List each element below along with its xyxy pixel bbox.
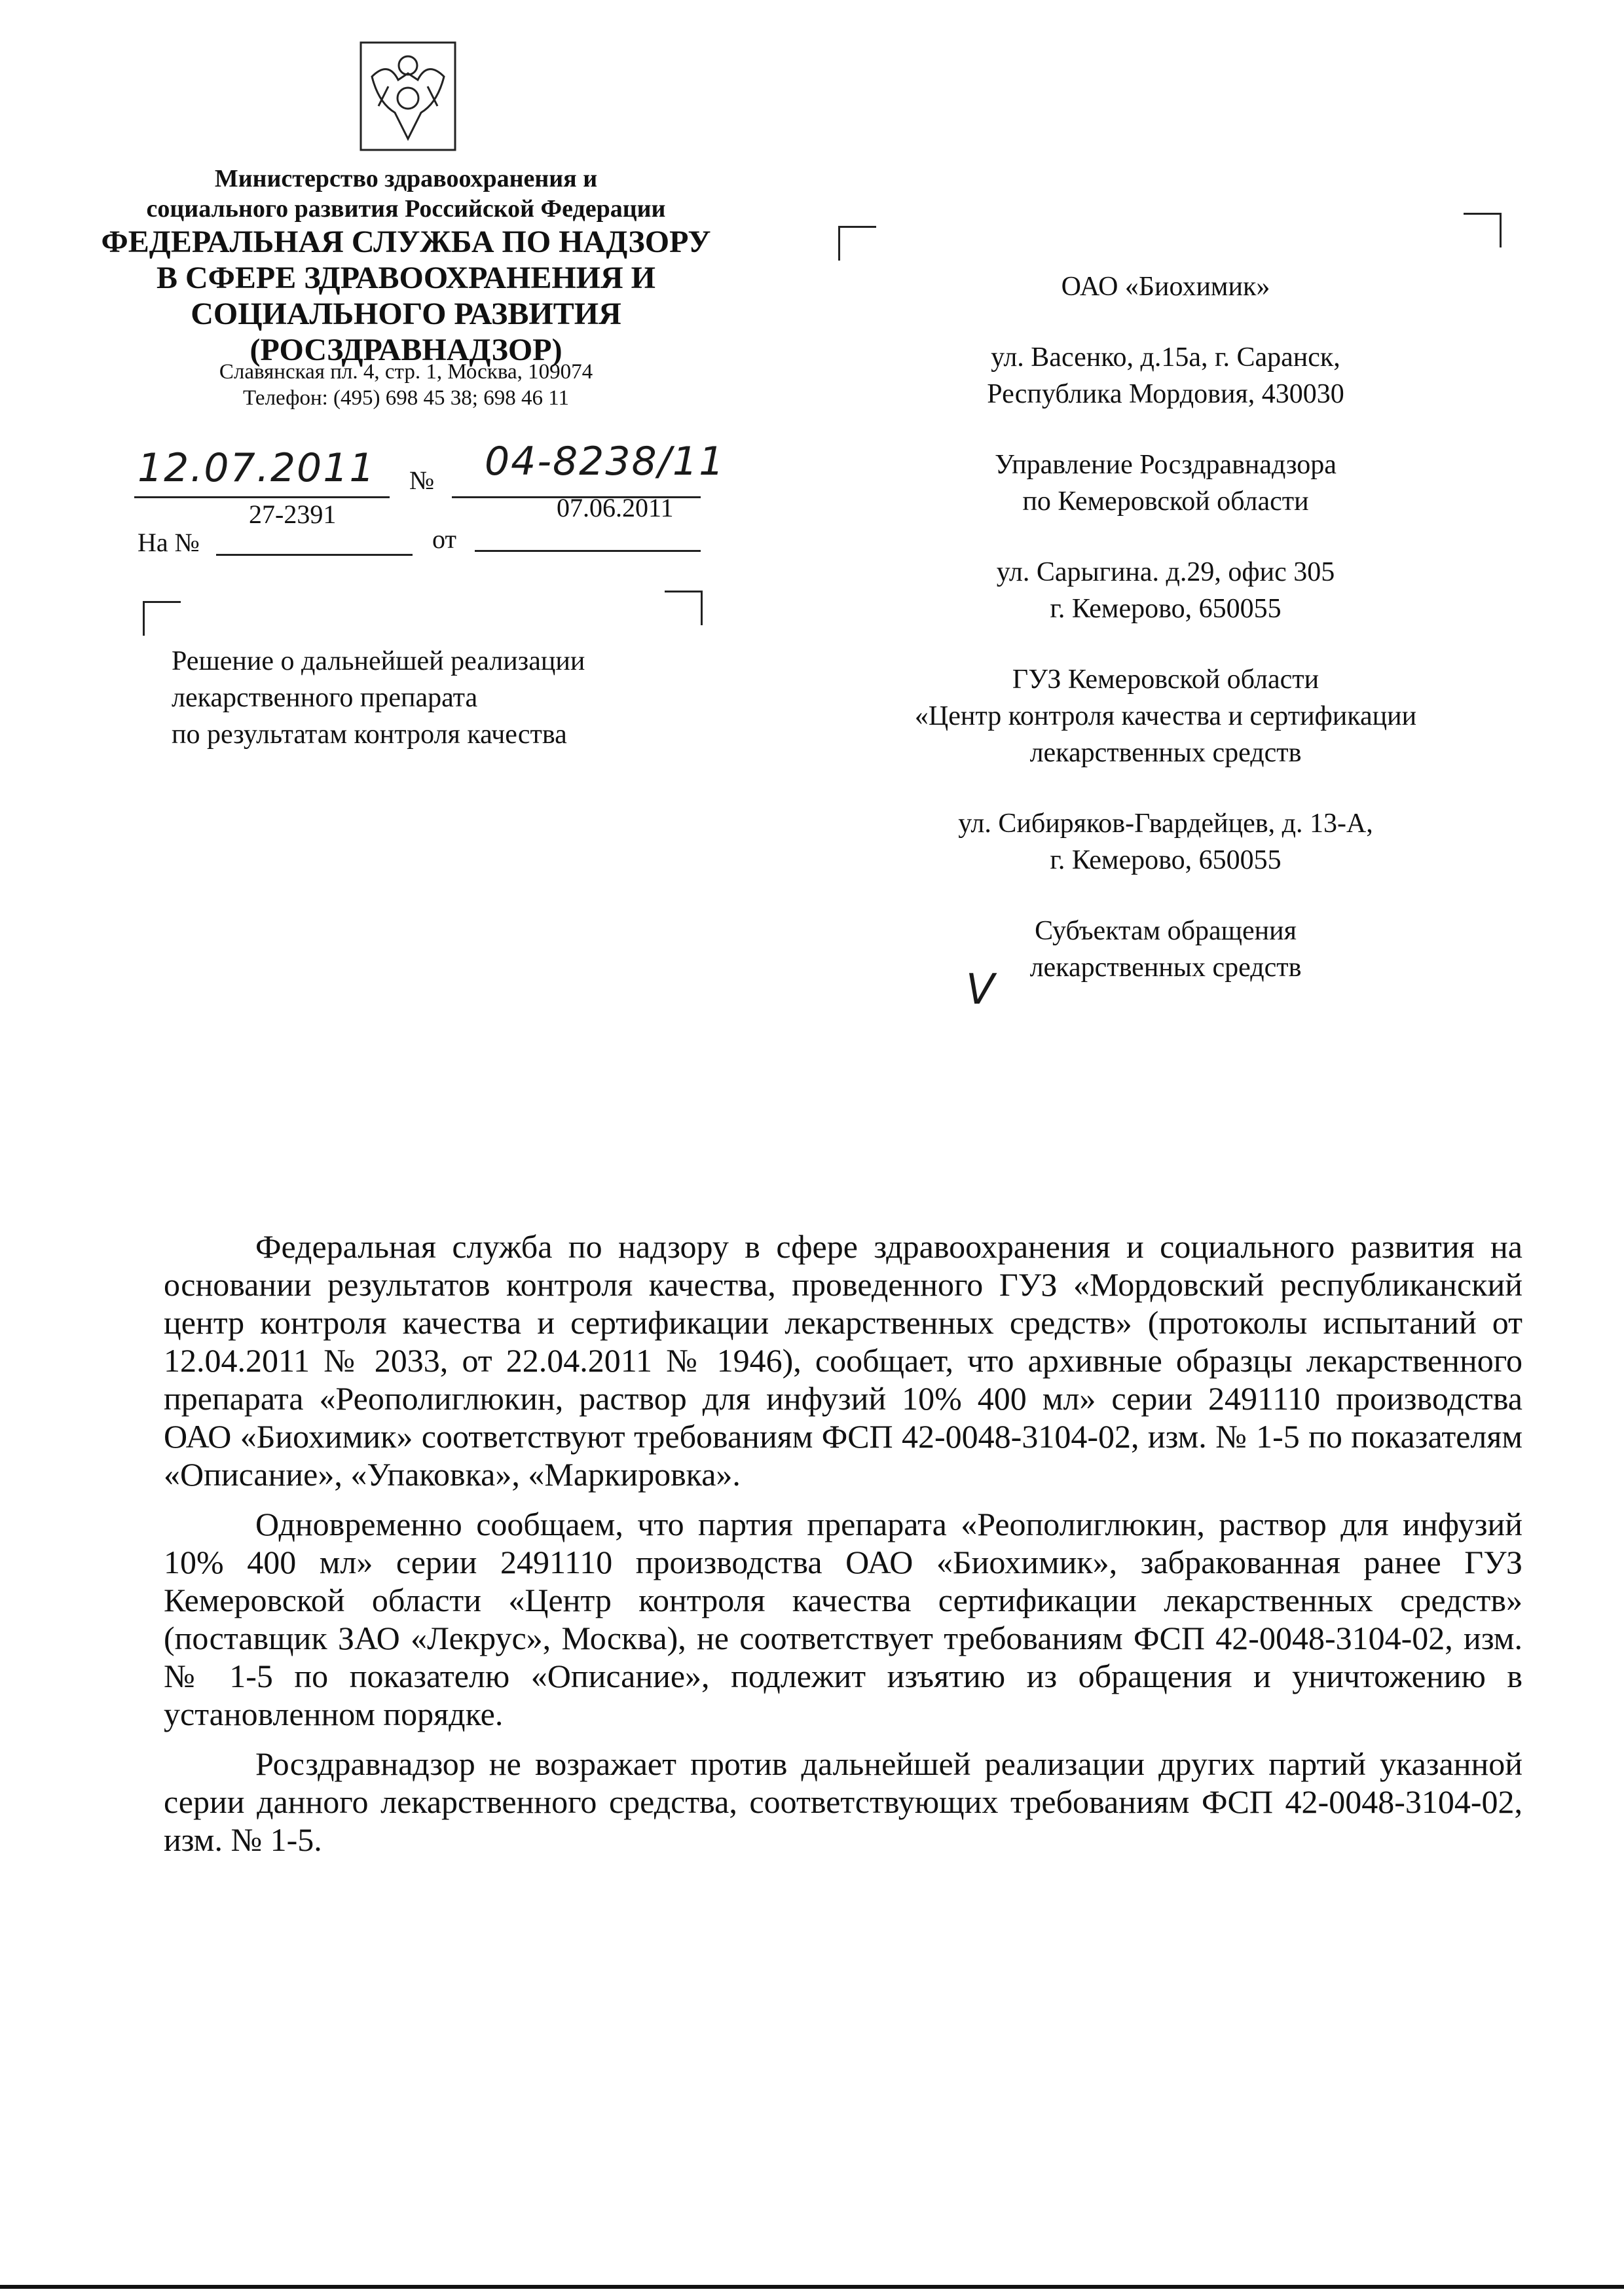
recipient-line: ул. Васенко, д.15а, г. Саранск, [991, 342, 1340, 373]
number-sign: № [409, 465, 435, 495]
recipient-line: Республика Мордовия, 430030 [987, 379, 1344, 409]
recipient-line: Субъектам обращения [1035, 916, 1297, 946]
recipient-line: г. Кемерово, 650055 [1050, 594, 1282, 624]
recipient-line: ОАО «Биохимик» [1061, 272, 1270, 302]
ref-label: На № [138, 528, 200, 557]
recipient-line: «Центр контроля качества и сертификации [914, 701, 1417, 731]
subject-line: Решение о дальнейшей реализации [172, 646, 585, 676]
ministry-line: Министерство здравоохранения и [214, 165, 598, 192]
recipients [838, 268, 1493, 1020]
recipient-line: лекарственных средств [1029, 738, 1302, 768]
recipient-block [838, 268, 1493, 305]
subject-line: лекарственного препарата [172, 683, 478, 713]
service-line: ФЕДЕРАЛЬНАЯ СЛУЖБА ПО НАДЗОРУ [101, 225, 711, 259]
body-paragraph: Росздравнадзор не возражает против дальнейшей реализации других партий указанной серии данного лекарственного средства, соответствующих требованиям ФСП 42-0048-3104-02, изм. № 1-5. [164, 1745, 1522, 1858]
ref-from-label: от [432, 524, 456, 554]
recipient-corner-left [838, 226, 876, 261]
subject-corner-left [143, 601, 181, 636]
address-line: Телефон: (495) 698 45 38; 698 46 11 [243, 386, 569, 410]
registration-date: 12.07.2011 [138, 445, 376, 491]
service-address [85, 359, 727, 411]
recipient-block [838, 805, 1493, 879]
recipient-block [838, 913, 1493, 986]
recipient-block [838, 661, 1493, 771]
recipient-corner-right [1464, 213, 1502, 247]
recipient-line: по Кемеровской области [1022, 486, 1309, 517]
bottom-edge-rule [0, 2285, 1624, 2289]
ref-date: 07.06.2011 [557, 493, 674, 522]
ref-number-underline [216, 554, 413, 556]
ref-date-underline [475, 550, 701, 552]
service-line: В СФЕРЕ ЗДРАВООХРАНЕНИЯ И [157, 261, 655, 295]
recipient-line: ГУЗ Кемеровской области [1012, 665, 1320, 695]
ministry-line: социального развития Российской Федерации [146, 195, 666, 223]
coat-of-arms-emblem [359, 41, 457, 152]
recipient-line: ул. Сибиряков-Гвардейцев, д. 13-А, [958, 809, 1373, 839]
registration-number: 04-8238/11 [485, 439, 726, 484]
recipient-block [838, 554, 1493, 627]
recipient-line: лекарственных средств [1029, 953, 1302, 983]
service-name [85, 224, 727, 368]
body-paragraph: Федеральная служба по надзору в сфере здравоохранения и социального развития на основании результатов контроля качества, проведенного ГУЗ «Мордовский республиканский центр контроля качества и сертификации лекарственных средств» (протоколы испытаний от 12.04.2011 № 2033, от 22.04.2011 № 1946), сообщает, что архивные образцы лекарственного препарата «Реополиглюкин, раствор для инфузий 10% 400 мл» серии 2491110 производства ОАО «Биохимик» соответствуют требованиям ФСП 42-0048-3104-02, изм. № 1-5 по показателям «Описание», «Упаковка», «Маркировка». [164, 1228, 1522, 1493]
recipient-block [838, 339, 1493, 412]
subject [172, 643, 695, 753]
check-mark: V [966, 966, 996, 1014]
recipient-line: ул. Сарыгина. д.29, офис 305 [996, 557, 1335, 587]
subject-line: по результатам контроля качества [172, 720, 567, 750]
body-paragraph: Одновременно сообщаем, что партия препарата «Реополиглюкин, раствор для инфузий 10% 400 мл» серии 2491110 производства ОАО «Биохимик», забракованная ранее ГУЗ Кемеровской области «Центр контроля качества сертификации лекарственных средств» (поставщик ЗАО «Лекрус», Москва), не соответствует требованиям ФСП 42-0048-3104-02, изм. № 1-5 по показателю «Описание», подлежит изъятию из обращения и уничтожению в установленном порядке. [164, 1506, 1522, 1732]
recipient-block [838, 446, 1493, 520]
recipient-line: г. Кемерово, 650055 [1050, 845, 1282, 875]
ref-number: 27-2391 [249, 500, 337, 529]
service-line: (РОСЗДРАВНАДЗОР) [249, 333, 563, 367]
ministry-name [85, 164, 727, 224]
subject-corner-right [665, 591, 703, 625]
address-line: Славянская пл. 4, стр. 1, Москва, 109074 [219, 360, 593, 384]
recipient-line: Управление Росздравнадзора [995, 450, 1337, 480]
service-line: СОЦИАЛЬНОГО РАЗВИТИЯ [191, 297, 621, 331]
date-underline [134, 496, 390, 498]
letter-body [164, 1228, 1522, 1870]
